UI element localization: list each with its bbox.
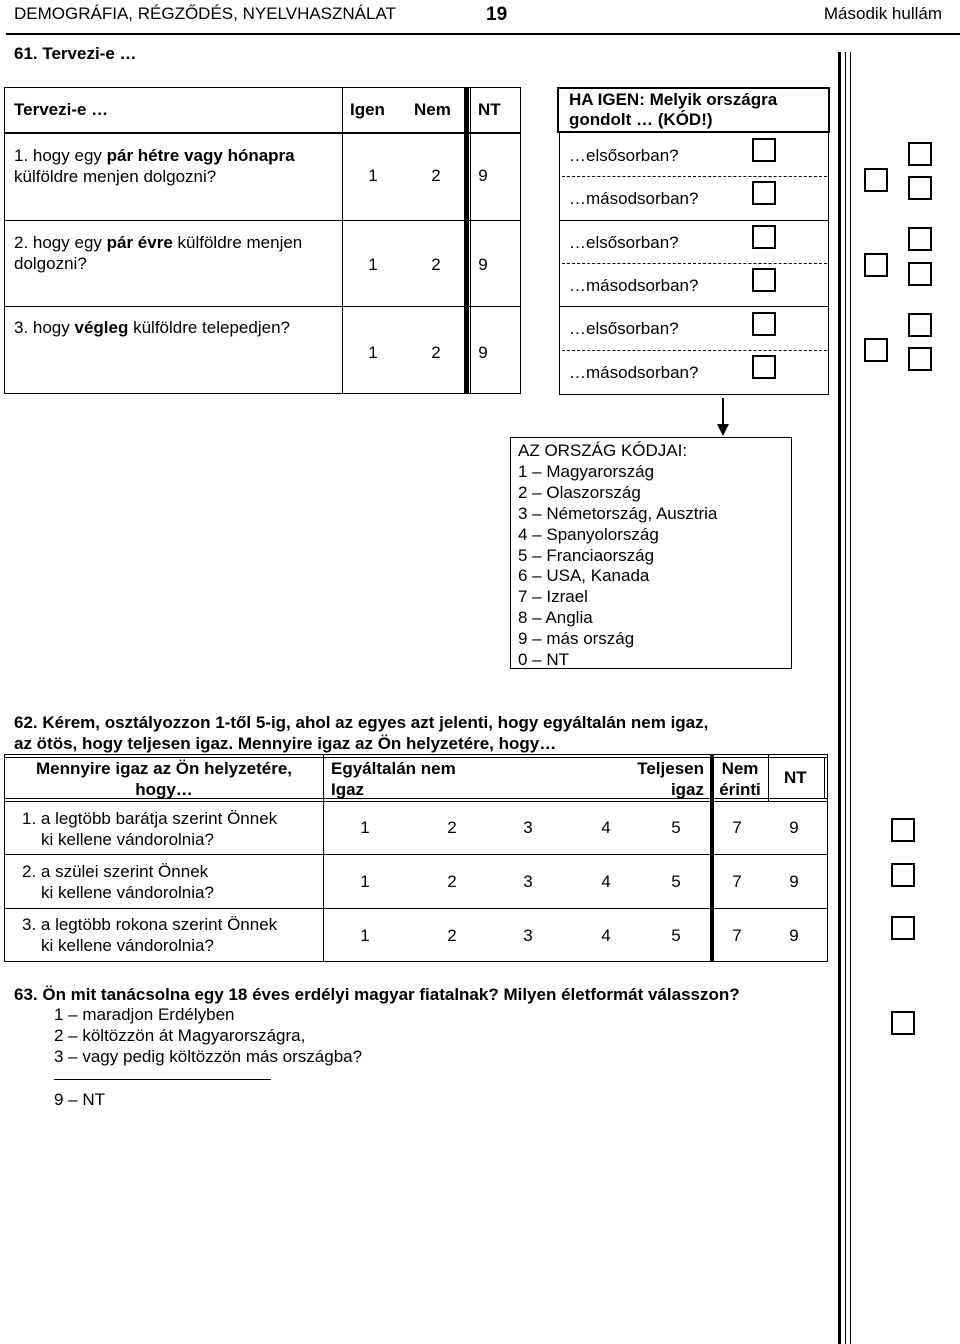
right-margin-line-1 bbox=[838, 52, 841, 1344]
q62-h-low: Egyáltalán nem Igaz bbox=[331, 759, 456, 799]
country-codes-box bbox=[510, 437, 792, 669]
q62-r2-opt-9[interactable]: 9 bbox=[789, 872, 799, 891]
q62-row3-label: 3. a legtöbb rokona szerint Önnek ki kellene vándorolnia? bbox=[22, 915, 278, 955]
country-codes-title: AZ ORSZÁG KÓDJAI: bbox=[518, 441, 688, 460]
q62-r2-opt-3[interactable]: 3 bbox=[523, 872, 533, 891]
q62-r2-opt-5[interactable]: 5 bbox=[671, 872, 681, 891]
q61-r1-second-box[interactable] bbox=[908, 176, 932, 200]
q62-h-na: Nem érinti bbox=[719, 759, 761, 799]
q62-r2-opt-1[interactable]: 1 bbox=[360, 872, 370, 891]
country-code-item: 6 – USA, Kanada bbox=[518, 566, 650, 586]
q61-r2-first-box[interactable] bbox=[908, 227, 932, 251]
header-rule bbox=[6, 33, 960, 35]
q62-r3-opt-7[interactable]: 7 bbox=[732, 926, 742, 945]
country-code-item: 7 – Izrael bbox=[518, 587, 588, 607]
r1-second-code-box[interactable] bbox=[752, 181, 776, 205]
q63-option-3[interactable]: 3 – vagy pedig költözzön más országba? bbox=[54, 1047, 363, 1066]
q61-no-header: Nem bbox=[414, 100, 451, 119]
q61-title: 61. Tervezi-e … bbox=[14, 44, 137, 63]
country-code-item: 5 – Franciaország bbox=[518, 545, 655, 565]
arrow-down-icon bbox=[717, 424, 729, 436]
q62-r1-opt-2[interactable]: 2 bbox=[447, 818, 457, 837]
q62-r2-opt-4[interactable]: 4 bbox=[601, 872, 611, 891]
q62-r1-opt-4[interactable]: 4 bbox=[601, 818, 611, 837]
q62-h-question: Mennyire igaz az Ön helyzetére, hogy… bbox=[35, 759, 293, 799]
q63-separator bbox=[54, 1079, 271, 1080]
r2-second-code-box[interactable] bbox=[752, 268, 776, 292]
q62-r2-answer-box[interactable] bbox=[891, 863, 915, 887]
q61-r3-answer-box[interactable] bbox=[864, 338, 888, 362]
q61-row3-nt[interactable]: 9 bbox=[478, 343, 488, 362]
r1-second-label: …másodsorban? bbox=[569, 189, 699, 208]
q61-row1-yes[interactable]: 1 bbox=[368, 166, 378, 185]
q61-row2-label: 2. hogy egy pár évre külföldre menjen dolgozni? bbox=[14, 233, 303, 273]
q61-row2-nt[interactable]: 9 bbox=[478, 255, 488, 274]
r3-second-label: …másodsorban? bbox=[569, 363, 699, 382]
country-code-item: 0 – NT bbox=[518, 650, 570, 670]
country-code-item: 1 – Magyarország bbox=[518, 461, 655, 481]
q62-r3-opt-9[interactable]: 9 bbox=[789, 926, 799, 945]
r2-first-label: …elsősorban? bbox=[569, 233, 679, 252]
q61-yes-header: Igen bbox=[350, 100, 385, 119]
q62-r1-opt-9[interactable]: 9 bbox=[789, 818, 799, 837]
right-margin-line-2 bbox=[845, 52, 846, 1344]
q62-r1-opt-1[interactable]: 1 bbox=[360, 818, 370, 837]
r2-second-label: …másodsorban? bbox=[569, 276, 699, 295]
q62-r2-opt-2[interactable]: 2 bbox=[447, 872, 457, 891]
country-code-item: 9 – más ország bbox=[518, 629, 635, 649]
q61-nt-header: NT bbox=[478, 100, 501, 119]
country-code-item: 8 – Anglia bbox=[518, 608, 593, 628]
q61-row1-nt[interactable]: 9 bbox=[478, 166, 488, 185]
q62-row2-label: 2. a szülei szerint Önnek ki kellene vándorolnia? bbox=[22, 862, 214, 902]
country-code-item: 2 – Olaszország bbox=[518, 482, 641, 502]
q62-row1-label: 1. a legtöbb barátja szerint Önnek ki kellene vándorolnia? bbox=[22, 809, 278, 849]
q61-row2-yes[interactable]: 1 bbox=[368, 255, 378, 274]
r2-first-code-box[interactable] bbox=[752, 225, 776, 249]
q61-r1-first-box[interactable] bbox=[908, 142, 932, 166]
q61-row1-label: 1. hogy egy pár hétre vagy hónapra külföldre menjen dolgozni? bbox=[14, 146, 295, 186]
q61-r3-first-box[interactable] bbox=[908, 313, 932, 337]
q62-r1-opt-3[interactable]: 3 bbox=[523, 818, 533, 837]
q61-row3-yes[interactable]: 1 bbox=[368, 343, 378, 362]
q61-row2-no[interactable]: 2 bbox=[431, 255, 441, 274]
country-header-line2: gondolt … (KÓD!) bbox=[569, 110, 713, 129]
r3-first-label: …elsősorban? bbox=[569, 319, 679, 338]
q62-r1-opt-5[interactable]: 5 bbox=[671, 818, 681, 837]
q63-option-nt[interactable]: 9 – NT bbox=[54, 1090, 106, 1109]
q62-r3-answer-box[interactable] bbox=[891, 916, 915, 940]
q61-r2-answer-box[interactable] bbox=[864, 253, 888, 277]
q62-h-high: Teljesen igaz bbox=[637, 759, 704, 799]
q62-r1-answer-box[interactable] bbox=[891, 818, 915, 842]
r1-first-code-box[interactable] bbox=[752, 138, 776, 162]
country-code-item: 4 – Spanyolország bbox=[518, 524, 659, 544]
r3-first-code-box[interactable] bbox=[752, 312, 776, 336]
q61-col-header: Tervezi-e … bbox=[14, 100, 109, 119]
q62-h-nt: NT bbox=[784, 768, 807, 787]
q61-r3-second-box[interactable] bbox=[908, 347, 932, 371]
q63-title: 63. Ön mit tanácsolna egy 18 éves erdélyi magyar fiatalnak? Milyen életformát válasszon? bbox=[14, 985, 740, 1004]
q61-r1-answer-box[interactable] bbox=[864, 168, 888, 192]
r3-second-code-box[interactable] bbox=[752, 355, 776, 379]
q63-option-1[interactable]: 1 – maradjon Erdélyben bbox=[54, 1005, 235, 1024]
q62-r2-opt-7[interactable]: 7 bbox=[732, 872, 742, 891]
q62-r3-opt-5[interactable]: 5 bbox=[671, 926, 681, 945]
right-margin-line-3 bbox=[850, 52, 851, 1344]
header-left: DEMOGRÁFIA, RÉGZŐDÉS, NYELVHASZNÁLAT bbox=[14, 4, 396, 23]
q62-intro-line1: 62. Kérem, osztályozzon 1-től 5-ig, ahol az egyes azt jelenti, hogy egyáltalán nem igaz, bbox=[14, 713, 709, 732]
q61-r2-second-box[interactable] bbox=[908, 262, 932, 286]
r1-first-label: …elsősorban? bbox=[569, 146, 679, 165]
q62-r1-opt-7[interactable]: 7 bbox=[732, 818, 742, 837]
q61-row3-label: 3. hogy végleg külföldre telepedjen? bbox=[14, 318, 290, 337]
q62-r3-opt-1[interactable]: 1 bbox=[360, 926, 370, 945]
header-right: Második hullám bbox=[823, 4, 942, 23]
q61-row1-no[interactable]: 2 bbox=[431, 166, 441, 185]
country-header-line1: HA IGEN: Melyik országra bbox=[569, 90, 778, 109]
page-number: 19 bbox=[486, 4, 508, 25]
q63-answer-box[interactable] bbox=[891, 1011, 915, 1035]
q62-r3-opt-4[interactable]: 4 bbox=[601, 926, 611, 945]
q62-r3-opt-2[interactable]: 2 bbox=[447, 926, 457, 945]
arrow-shaft bbox=[722, 398, 724, 426]
q62-r3-opt-3[interactable]: 3 bbox=[523, 926, 533, 945]
country-code-item: 3 – Németország, Ausztria bbox=[518, 503, 718, 523]
q63-option-2[interactable]: 2 – költözzön át Magyarországra, bbox=[54, 1026, 306, 1045]
q62-intro-line2: az ötös, hogy teljesen igaz. Mennyire igaz az Ön helyzetére, hogy… bbox=[14, 734, 557, 753]
q61-row3-no[interactable]: 2 bbox=[431, 343, 441, 362]
